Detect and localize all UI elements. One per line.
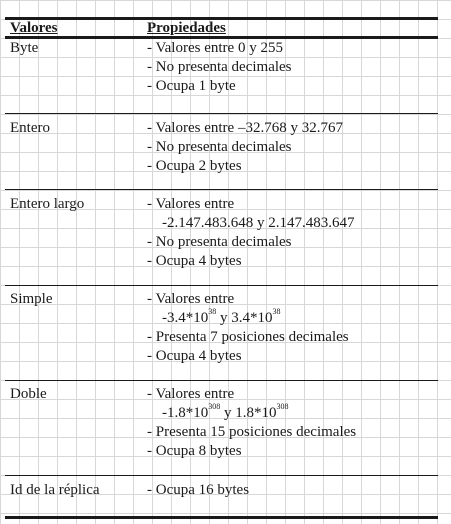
property-line: - Valores entre	[147, 386, 235, 402]
range-max: y 3.4*10	[216, 310, 273, 326]
property-line	[147, 404, 356, 423]
type-name: Simple	[10, 291, 53, 307]
range-min: -1.8*10	[162, 405, 209, 421]
property-line: - Presenta 15 posiciones decimales	[147, 424, 357, 440]
type-name: Entero	[10, 120, 50, 136]
property-line: - Valores entre 0 y 255	[147, 40, 283, 56]
exponent: 308	[276, 402, 289, 411]
header-values: Valores	[10, 20, 58, 36]
property-line: - No presenta decimales	[147, 59, 292, 75]
type-name: Entero largo	[10, 196, 85, 212]
property-line: - Valores entre	[147, 196, 235, 212]
exponent: 308	[208, 402, 221, 411]
property-line	[147, 309, 349, 328]
type-name: Id de la réplica	[10, 482, 100, 498]
row-divider	[5, 189, 438, 190]
type-name: Doble	[10, 386, 47, 402]
type-properties	[147, 290, 349, 366]
row-divider	[5, 380, 438, 381]
type-name: Byte	[10, 40, 39, 56]
property-line: - No presenta decimales	[147, 139, 292, 155]
range-min: -3.4*10	[162, 310, 209, 326]
range-max: y 1.8*10	[220, 405, 277, 421]
data-types-table	[5, 17, 438, 521]
property-line: - Ocupa 1 byte	[147, 78, 236, 94]
row-divider	[5, 113, 438, 114]
property-line: - Ocupa 4 bytes	[147, 253, 242, 269]
type-properties	[147, 119, 343, 176]
property-line: - Valores entre	[147, 291, 235, 307]
property-line: - Ocupa 4 bytes	[147, 348, 242, 364]
property-line: - Ocupa 16 bytes	[147, 482, 250, 498]
exponent: 38	[272, 307, 281, 316]
property-line: - Ocupa 2 bytes	[147, 158, 242, 174]
property-line: - No presenta decimales	[147, 234, 292, 250]
table-bottom-rule	[5, 516, 438, 519]
header-properties: Propiedades	[147, 20, 226, 36]
property-line: - Presenta 7 posiciones decimales	[147, 329, 349, 345]
type-properties	[147, 195, 355, 271]
type-properties	[147, 481, 249, 500]
exponent: 38	[208, 307, 217, 316]
property-line: - Ocupa 8 bytes	[147, 443, 242, 459]
type-properties	[147, 39, 292, 96]
row-divider	[5, 285, 438, 286]
type-properties	[147, 385, 356, 461]
row-divider	[5, 475, 438, 476]
property-line: - Valores entre –32.768 y 32.767	[147, 120, 343, 136]
property-line: -2.147.483.648 y 2.147.483.647	[162, 215, 355, 231]
